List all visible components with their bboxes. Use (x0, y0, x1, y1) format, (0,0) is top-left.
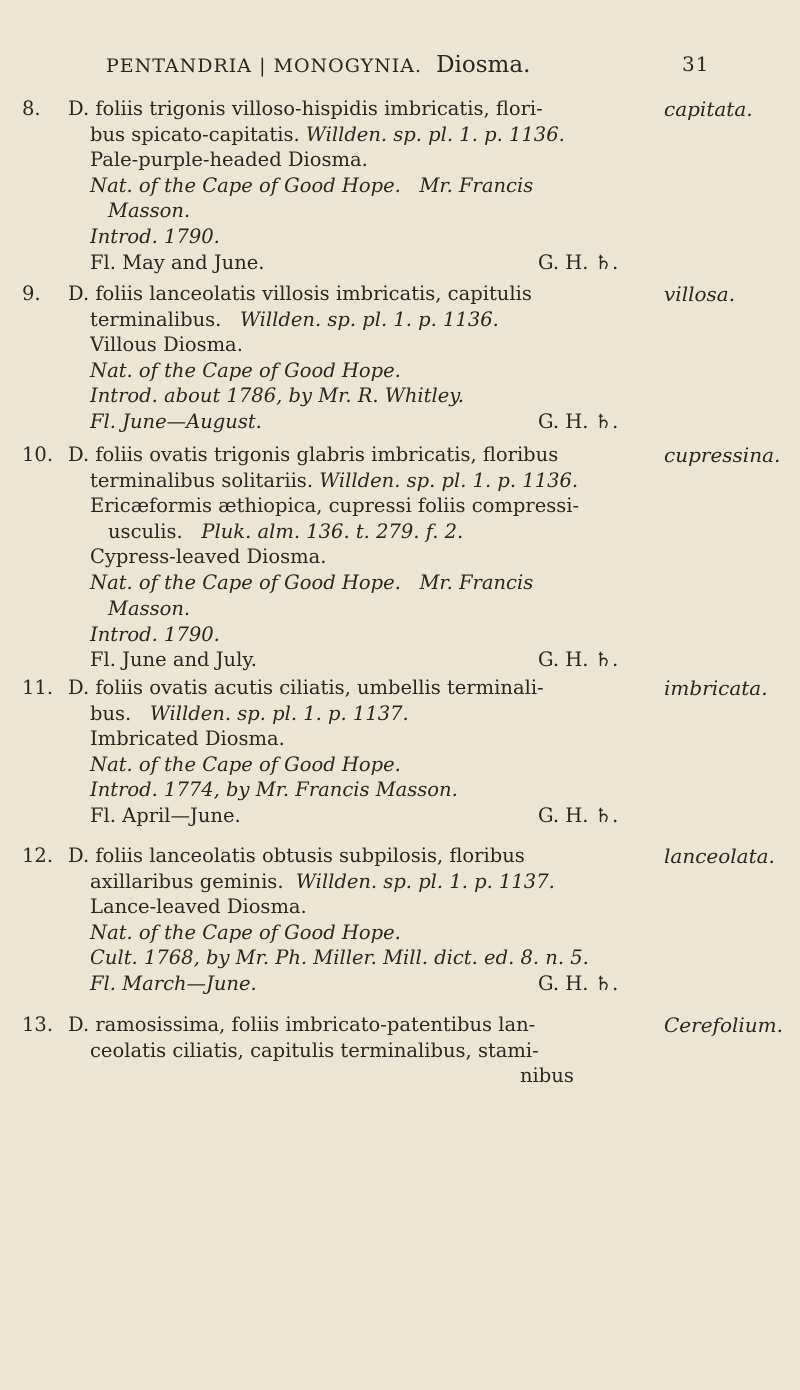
diagnosis-line-2 (90, 123, 565, 146)
trivial-name: lanceolata. (664, 844, 775, 868)
diagnosis-line-2 (90, 870, 555, 893)
native-text: Nat. of the Cape of Good Hope. (90, 571, 401, 594)
page-number: 31 (682, 52, 710, 76)
diagnosis-line-1: D. foliis ovatis trigonis glabris imbricatis, floribus (68, 443, 559, 466)
flowering-time: Fl. June—August. (90, 410, 262, 433)
introducer-surname: Masson. (108, 597, 191, 620)
introduction-date: Introd. about 1786, by Mr. R. Whitley. (90, 384, 464, 407)
diagnosis-text: terminalibus solitariis. (90, 469, 314, 492)
common-name: Villous Diosma. (90, 333, 243, 356)
trivial-name: villosa. (664, 282, 736, 306)
introducer-surname: Masson. (108, 199, 191, 222)
native-line (90, 174, 533, 197)
diagnosis-text: bus. (90, 702, 132, 725)
trivial-name: cupressina. (664, 443, 781, 467)
native-text: Nat. of the Cape of Good Hope. (90, 174, 401, 197)
synonym-reference: Pluk. alm. 136. t. 279. f. 2. (201, 520, 464, 543)
reference: Willden. sp. pl. 1. p. 1136. (239, 308, 499, 331)
native-line (90, 571, 533, 594)
introducer-name: Mr. Francis (419, 571, 534, 594)
trivial-name: capitata. (664, 97, 753, 121)
reference: Willden. sp. pl. 1. p. 1136. (305, 123, 565, 146)
reference: Willden. sp. pl. 1. p. 1137. (295, 870, 555, 893)
common-name: Pale-purple-headed Diosma. (90, 148, 368, 171)
entry-number: 9. (22, 282, 41, 305)
entry-number: 11. (22, 676, 54, 699)
reference: Willden. sp. pl. 1. p. 1137. (149, 702, 409, 725)
entry-number: 13. (22, 1013, 54, 1036)
diagnosis-text: axillaribus geminis. (90, 870, 284, 893)
common-name: Cypress-leaved Diosma. (90, 545, 327, 568)
diagnosis-line-2 (90, 308, 499, 331)
common-name: Lance-leaved Diosma. (90, 895, 307, 918)
greenhouse-mark: G. H. ♄. (538, 251, 619, 274)
entry-number: 10. (22, 443, 54, 466)
diagnosis-line-2 (90, 702, 409, 725)
cultivation-line (90, 946, 589, 969)
diagnosis-line-1: D. ramosissima, foliis imbricato-patentibus lan- (68, 1013, 536, 1036)
entry-number: 8. (22, 97, 41, 120)
cultivation-reference: Mill. dict. ed. 8. n. 5. (383, 946, 589, 969)
entry-number: 12. (22, 844, 54, 867)
diagnosis-line-1: D. foliis trigonis villoso-hispidis imbricatis, flori- (68, 97, 543, 120)
cultivation-text: Cult. 1768, by Mr. Ph. Miller. (90, 946, 377, 969)
diagnosis-line-2: ceolatis ciliatis, capitulis terminalibus, stami- (90, 1039, 539, 1062)
introduction-date: Introd. 1790. (90, 623, 220, 646)
diagnosis-text: terminalibus. (90, 308, 222, 331)
flowering-time: Fl. June and July. (90, 648, 257, 671)
flowering-time: Fl. March—June. (90, 972, 257, 995)
trivial-name: imbricata. (664, 676, 768, 700)
introduction-date: Introd. 1790. (90, 225, 220, 248)
native-text: Nat. of the Cape of Good Hope. (90, 753, 401, 776)
diagnosis-line-1: D. foliis lanceolatis villosis imbricatis, capitulis (68, 282, 532, 305)
greenhouse-mark: G. H. ♄. (538, 648, 619, 671)
catchword: nibus (520, 1064, 574, 1087)
flowering-time: Fl. April—June. (90, 804, 241, 827)
common-name: Imbricated Diosma. (90, 727, 285, 750)
synonym-line-2 (108, 520, 463, 543)
synonym-text: usculis. (108, 520, 183, 543)
introducer-name: Mr. Francis (419, 174, 534, 197)
flowering-time: Fl. May and June. (90, 251, 265, 274)
diagnosis-text: bus spicato-capitatis. (90, 123, 300, 146)
introduction-date: Introd. 1774, by Mr. Francis Masson. (90, 778, 458, 801)
native-text: Nat. of the Cape of Good Hope. (90, 359, 401, 382)
native-text: Nat. of the Cape of Good Hope. (90, 921, 401, 944)
greenhouse-mark: G. H. ♄. (538, 804, 619, 827)
diagnosis-line-2 (90, 469, 578, 492)
genus-heading: Diosma. (436, 52, 531, 78)
diagnosis-line-1: D. foliis ovatis acutis ciliatis, umbellis terminali- (68, 676, 544, 699)
class-order-heading: PENTANDRIA | MONOGYNIA. (106, 55, 423, 77)
greenhouse-mark: G. H. ♄. (538, 972, 619, 995)
running-header (0, 52, 800, 82)
greenhouse-mark: G. H. ♄. (538, 410, 619, 433)
trivial-name: Cerefolium. (664, 1013, 783, 1037)
synonym-line-1: Ericæformis æthiopica, cupressi foliis compressi- (90, 494, 580, 517)
running-head (106, 52, 530, 78)
diagnosis-line-1: D. foliis lanceolatis obtusis subpilosis, floribus (68, 844, 525, 867)
reference: Willden. sp. pl. 1. p. 1136. (319, 469, 579, 492)
